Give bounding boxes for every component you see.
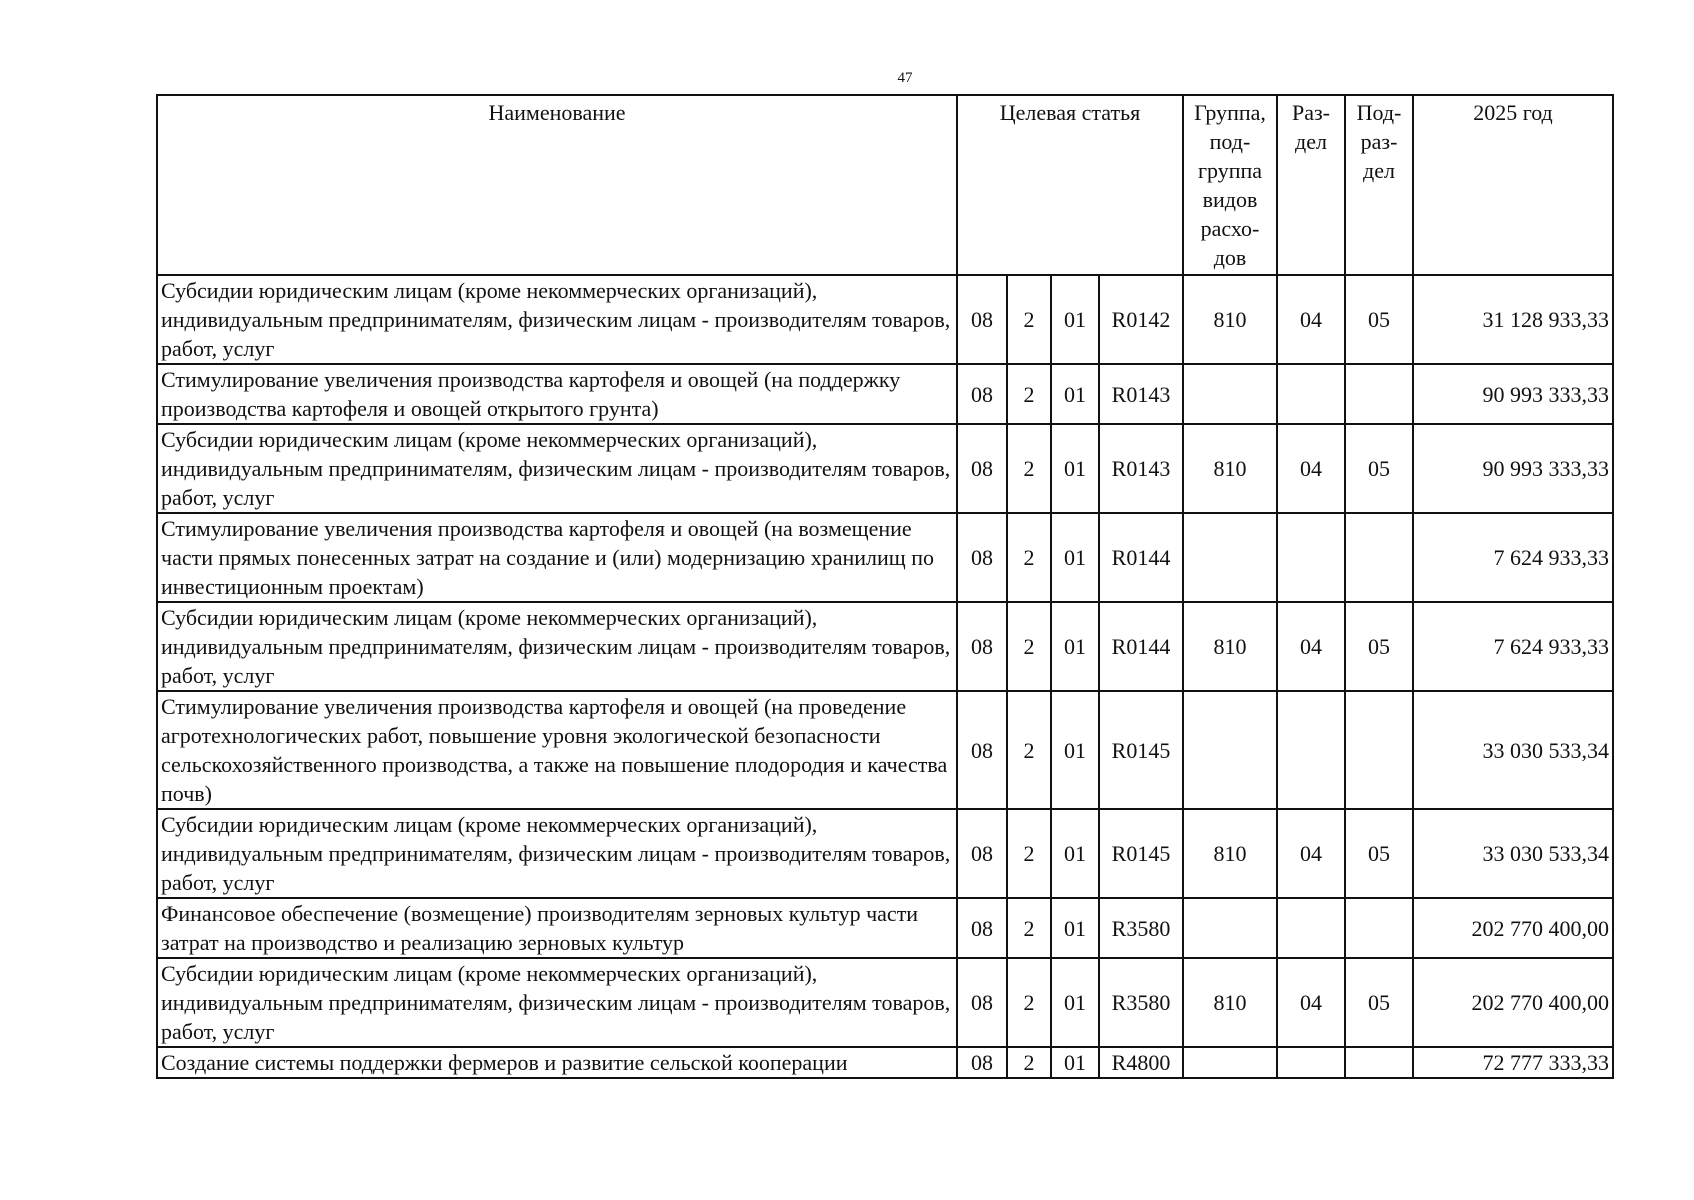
header-subsection: Под- раз- дел (1345, 95, 1413, 275)
cell-subsection: 05 (1345, 958, 1413, 1047)
cell-program: 08 (957, 275, 1007, 364)
cell-amount: 31 128 933,33 (1413, 275, 1613, 364)
cell-subprogram: 2 (1007, 809, 1051, 898)
cell-name: Субсидии юридическим лицам (кроме некоммерческих организаций), индивидуальным предпринимателям, физическим лицам - производителям товаров, работ, услуг (157, 424, 957, 513)
cell-name: Субсидии юридическим лицам (кроме некоммерческих организаций), индивидуальным предпринимателям, физическим лицам - производителям товаров, работ, услуг (157, 275, 957, 364)
cell-section (1277, 513, 1345, 602)
cell-expense-group: 810 (1183, 424, 1277, 513)
cell-main-activity: 01 (1051, 691, 1099, 809)
cell-expense-group: 810 (1183, 958, 1277, 1047)
table-row (157, 898, 1613, 958)
cell-subprogram: 2 (1007, 1047, 1051, 1078)
cell-name: Стимулирование увеличения производства картофеля и овощей (на возмещение части прямых понесенных затрат на создание и (или) модернизацию хранилищ по инвестиционным проектам) (157, 513, 957, 602)
cell-name: Субсидии юридическим лицам (кроме некоммерческих организаций), индивидуальным предпринимателям, физическим лицам - производителям товаров, работ, услуг (157, 958, 957, 1047)
cell-program: 08 (957, 364, 1007, 424)
table-row (157, 364, 1613, 424)
cell-subsection: 05 (1345, 809, 1413, 898)
cell-name: Стимулирование увеличения производства картофеля и овощей (на проведение агротехнологических работ, повышение уровня экологической безопасности сельскохозяйственного производства, а также на повышение плодородия и качества почв) (157, 691, 957, 809)
cell-expense-code: R0145 (1099, 809, 1183, 898)
table-row (157, 1047, 1613, 1078)
cell-program: 08 (957, 691, 1007, 809)
cell-program: 08 (957, 513, 1007, 602)
cell-program: 08 (957, 809, 1007, 898)
cell-section: 04 (1277, 958, 1345, 1047)
page-number: 47 (897, 70, 913, 86)
budget-table (156, 94, 1614, 1079)
cell-subprogram: 2 (1007, 898, 1051, 958)
cell-expense-group: 810 (1183, 275, 1277, 364)
cell-subsection (1345, 1047, 1413, 1078)
cell-expense-code: R4800 (1099, 1047, 1183, 1078)
header-name: Наименование (157, 95, 957, 275)
cell-main-activity: 01 (1051, 809, 1099, 898)
table-row (157, 691, 1613, 809)
cell-name: Субсидии юридическим лицам (кроме некоммерческих организаций), индивидуальным предпринимателям, физическим лицам - производителям товаров, работ, услуг (157, 809, 957, 898)
cell-subprogram: 2 (1007, 602, 1051, 691)
cell-subprogram: 2 (1007, 364, 1051, 424)
cell-section: 04 (1277, 424, 1345, 513)
cell-main-activity: 01 (1051, 602, 1099, 691)
cell-main-activity: 01 (1051, 1047, 1099, 1078)
cell-subsection (1345, 691, 1413, 809)
cell-main-activity: 01 (1051, 513, 1099, 602)
cell-expense-group: 810 (1183, 602, 1277, 691)
header-expense-group: Группа, под- группа видов расхо- дов (1183, 95, 1277, 275)
header-target-article: Целевая статья (957, 95, 1183, 275)
cell-name: Создание системы поддержки фермеров и развитие сельской кооперации (157, 1047, 957, 1078)
table-row (157, 424, 1613, 513)
cell-subsection: 05 (1345, 424, 1413, 513)
cell-main-activity: 01 (1051, 364, 1099, 424)
cell-expense-code: R3580 (1099, 958, 1183, 1047)
cell-amount: 33 030 533,34 (1413, 809, 1613, 898)
cell-subsection: 05 (1345, 602, 1413, 691)
cell-main-activity: 01 (1051, 275, 1099, 364)
cell-amount: 202 770 400,00 (1413, 958, 1613, 1047)
cell-subprogram: 2 (1007, 424, 1051, 513)
cell-program: 08 (957, 1047, 1007, 1078)
cell-amount: 90 993 333,33 (1413, 424, 1613, 513)
cell-amount: 90 993 333,33 (1413, 364, 1613, 424)
table-row (157, 602, 1613, 691)
cell-amount: 202 770 400,00 (1413, 898, 1613, 958)
cell-subprogram: 2 (1007, 958, 1051, 1047)
cell-amount: 7 624 933,33 (1413, 513, 1613, 602)
cell-section (1277, 691, 1345, 809)
cell-subprogram: 2 (1007, 275, 1051, 364)
table-row (157, 275, 1613, 364)
cell-expense-code: R0143 (1099, 424, 1183, 513)
cell-expense-group (1183, 898, 1277, 958)
header-section: Раз- дел (1277, 95, 1345, 275)
cell-amount: 33 030 533,34 (1413, 691, 1613, 809)
cell-main-activity: 01 (1051, 958, 1099, 1047)
cell-expense-group: 810 (1183, 809, 1277, 898)
cell-section (1277, 898, 1345, 958)
cell-expense-group (1183, 1047, 1277, 1078)
cell-section: 04 (1277, 602, 1345, 691)
table-row (157, 958, 1613, 1047)
cell-expense-group (1183, 691, 1277, 809)
cell-expense-code: R0143 (1099, 364, 1183, 424)
cell-section: 04 (1277, 809, 1345, 898)
table-row (157, 513, 1613, 602)
cell-name: Стимулирование увеличения производства картофеля и овощей (на поддержку производства картофеля и овощей открытого грунта) (157, 364, 957, 424)
cell-main-activity: 01 (1051, 898, 1099, 958)
cell-program: 08 (957, 898, 1007, 958)
cell-program: 08 (957, 424, 1007, 513)
cell-expense-code: R0144 (1099, 602, 1183, 691)
cell-section (1277, 364, 1345, 424)
cell-subsection: 05 (1345, 275, 1413, 364)
cell-subprogram: 2 (1007, 513, 1051, 602)
cell-subsection (1345, 898, 1413, 958)
table-body (157, 275, 1613, 1078)
header-year: 2025 год (1413, 95, 1613, 275)
cell-expense-code: R0142 (1099, 275, 1183, 364)
cell-subprogram: 2 (1007, 691, 1051, 809)
cell-subsection (1345, 513, 1413, 602)
cell-program: 08 (957, 602, 1007, 691)
cell-expense-code: R3580 (1099, 898, 1183, 958)
cell-amount: 7 624 933,33 (1413, 602, 1613, 691)
cell-name: Субсидии юридическим лицам (кроме некоммерческих организаций), индивидуальным предпринимателям, физическим лицам - производителям товаров, работ, услуг (157, 602, 957, 691)
cell-amount: 72 777 333,33 (1413, 1047, 1613, 1078)
cell-expense-code: R0144 (1099, 513, 1183, 602)
cell-main-activity: 01 (1051, 424, 1099, 513)
cell-section: 04 (1277, 275, 1345, 364)
table-row (157, 809, 1613, 898)
cell-expense-group (1183, 513, 1277, 602)
cell-section (1277, 1047, 1345, 1078)
cell-expense-group (1183, 364, 1277, 424)
cell-expense-code: R0145 (1099, 691, 1183, 809)
table-header-row (157, 95, 1613, 275)
cell-name: Финансовое обеспечение (возмещение) производителям зерновых культур части затрат на производство и реализацию зерновых культур (157, 898, 957, 958)
cell-subsection (1345, 364, 1413, 424)
cell-program: 08 (957, 958, 1007, 1047)
